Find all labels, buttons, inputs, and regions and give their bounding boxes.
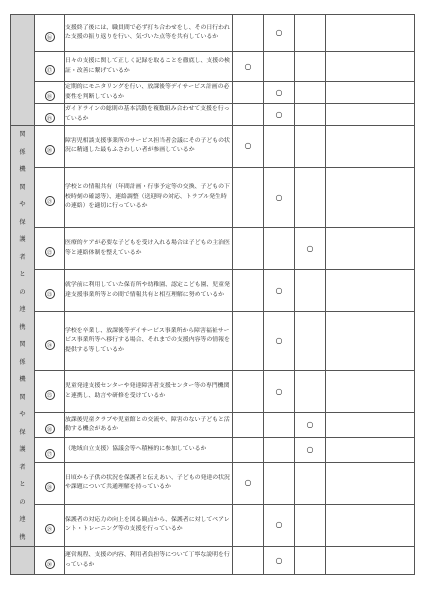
remarks-cell [326,82,415,104]
remarks-cell [326,462,415,504]
item-number: ㉙ [45,524,55,534]
circle-mark: ○ [275,336,283,346]
category-cell [11,126,35,547]
answer-cell-2 [264,438,295,463]
item-number-cell [35,167,65,227]
answer-cell-3 [295,462,326,504]
answer-cell-1 [233,15,264,52]
item-number: ⑯ [45,32,55,42]
circle-mark: ○ [244,141,252,151]
item-number-cell [35,312,65,371]
item-text: 放課後児童クラブや児童館との交流や、障害のない子どもと活動する機会があるか [65,413,233,438]
answer-cell-3 [295,104,326,126]
item-number: ⑰ [45,65,55,75]
circle-mark: ○ [275,386,283,396]
answer-cell-3 [295,228,326,270]
answer-cell-3 [295,82,326,104]
item-text: 医療的ケアが必要な子どもを受け入れる場合は子どもの主治医等と連絡体制を整えているか [65,228,233,270]
item-number-cell [35,126,65,168]
item-text: ガイドラインの総則の基本活動を複数組み合わせて支援を行っているか [65,104,233,126]
remarks-cell [326,312,415,371]
remarks-cell [326,270,415,312]
answer-cell-1 [233,312,264,371]
answer-cell-2 [264,371,295,413]
checklist-row [11,462,415,504]
item-number-cell [35,547,65,575]
circle-mark: ○ [244,61,252,71]
checklist-row [11,547,415,575]
answer-cell-2 [264,413,295,438]
circle-mark: ○ [275,520,283,530]
checklist-row [11,15,415,52]
checklist-row [11,82,415,104]
checklist-row [11,371,415,413]
category-cell-blank [11,547,35,575]
item-text: 就学前に利用していた保育所や幼稚園、認定こども園、児童発達支援事業所等との間で情報共有と相互理解に努めているか [65,270,233,312]
remarks-cell [326,413,415,438]
item-text: （地域自立支援）協議会等へ積極的に参加しているか [65,438,233,463]
answer-cell-3 [295,371,326,413]
item-number: ㉕ [45,390,55,400]
answer-cell-1 [233,104,264,126]
checklist-row [11,228,415,270]
checklist-row [11,270,415,312]
circle-mark: ○ [275,192,283,202]
circle-mark: ○ [306,445,314,454]
item-text: 保護者の対応力の向上を図る観点から、保護者に対してペアレント・トレーニング等の支援を行っているか [65,504,233,546]
answer-cell-1 [233,228,264,270]
item-number-cell [35,371,65,413]
answer-cell-3 [295,167,326,227]
remarks-cell [326,371,415,413]
item-number: ⑲ [45,113,55,123]
circle-mark: ○ [306,243,314,253]
checklist-row [11,52,415,82]
item-number: ㉘ [45,482,55,492]
item-number-cell [35,228,65,270]
item-number-cell [35,52,65,82]
circle-mark: ○ [275,28,283,37]
item-number-cell [35,413,65,438]
answer-cell-1 [233,462,264,504]
circle-mark: ○ [275,555,283,565]
answer-cell-3 [295,15,326,52]
remarks-cell [326,228,415,270]
checklist-row [11,413,415,438]
item-number-cell [35,504,65,546]
item-number: ㉚ [45,559,55,569]
answer-cell-3 [295,547,326,575]
remarks-cell [326,504,415,546]
item-number: ㉔ [45,340,55,350]
answer-cell-2 [264,15,295,52]
answer-cell-1 [233,371,264,413]
answer-cell-2 [264,228,295,270]
answer-cell-2 [264,82,295,104]
checklist-row [11,312,415,371]
answer-cell-2 [264,462,295,504]
answer-cell-2 [264,504,295,546]
answer-cell-3 [295,504,326,546]
checklist-row [11,104,415,126]
answer-cell-2 [264,270,295,312]
checklist-row [11,167,415,227]
checklist-row [11,504,415,546]
answer-cell-3 [295,413,326,438]
item-number: ㉓ [45,289,55,299]
item-text: 運営規程、支援の内容、利用者負担等について丁寧な説明を行っているか [65,547,233,575]
answer-cell-2 [264,126,295,168]
checklist-table [10,14,415,575]
answer-cell-2 [264,312,295,371]
item-number-cell [35,270,65,312]
answer-cell-1 [233,167,264,227]
answer-cell-1 [233,270,264,312]
item-number: ⑱ [45,91,55,101]
answer-cell-3 [295,438,326,463]
answer-cell-1 [233,126,264,168]
remarks-cell [326,438,415,463]
remarks-cell [326,547,415,575]
answer-cell-2 [264,104,295,126]
item-number-cell [35,462,65,504]
answer-cell-3 [295,312,326,371]
item-number: ⑳ [45,145,55,155]
circle-mark: ○ [275,87,283,97]
item-number: ㉑ [45,196,55,206]
item-text: 障害児相談支援事業所のサービス担当者会議にその子どもの状況に精通した最もふさわしい者が参画しているか [65,126,233,168]
category-label: 関係機関や保護者との連携関係機関や保護者との連携 [19,131,26,541]
answer-cell-3 [295,270,326,312]
circle-mark: ○ [306,420,314,430]
remarks-cell [326,104,415,126]
item-text: 日々の支援に関して正しく記録を取ることを徹底し、支援の検証・改善に繋げているか [65,52,233,82]
item-number-cell [35,104,65,126]
item-text: 学校を卒業し、放課後等デイサービス事業所から障害福祉サービス事業所等へ移行する場合、それまでの支援内容等の情報を提供する等しているか [65,312,233,371]
answer-cell-2 [264,167,295,227]
item-text: 日頃から子供の状況を保護者と伝えあい、子どもの発達の状況や課題について共通理解を持っているか [65,462,233,504]
checklist-rows [11,15,415,575]
remarks-cell [326,15,415,52]
answer-cell-3 [295,126,326,168]
item-number-cell [35,15,65,52]
item-number-cell [35,438,65,463]
answer-cell-3 [295,52,326,82]
item-text: 児童発達支援センターや発達障害者支援センター等の専門機関と連携し、助言や研修を受けているか [65,371,233,413]
item-number: ㉗ [45,449,55,459]
category-cell-blank [11,15,35,126]
item-text: 支援終了後には、職員間で必ず打ち合わせをし、その日行われた支援の振り返りを行い、気づいた点等を共有しているか [65,15,233,52]
answer-cell-2 [264,52,295,82]
answer-cell-1 [233,52,264,82]
item-text: 定期的にモニタリングを行い、放課後等デイサービス計画の必要性を判断しているか [65,82,233,104]
remarks-cell [326,167,415,227]
circle-mark: ○ [275,285,283,295]
answer-cell-1 [233,438,264,463]
answer-cell-1 [233,547,264,575]
item-number-cell [35,82,65,104]
checklist-row [11,126,415,168]
remarks-cell [326,126,415,168]
answer-cell-1 [233,413,264,438]
answer-cell-1 [233,504,264,546]
answer-cell-2 [264,547,295,575]
item-number: ㉖ [45,424,55,434]
remarks-cell [326,52,415,82]
checklist-row [11,438,415,463]
circle-mark: ○ [244,478,252,488]
answer-cell-1 [233,82,264,104]
circle-mark: ○ [275,109,283,119]
item-number: ㉒ [45,247,55,257]
item-text: 学校との情報共有（年間計画・行事予定等の交換、子どもの下校時刻の確認等）、連絡調整（送迎時の対応、トラブル発生時の連絡）を適切に行っているか [65,167,233,227]
